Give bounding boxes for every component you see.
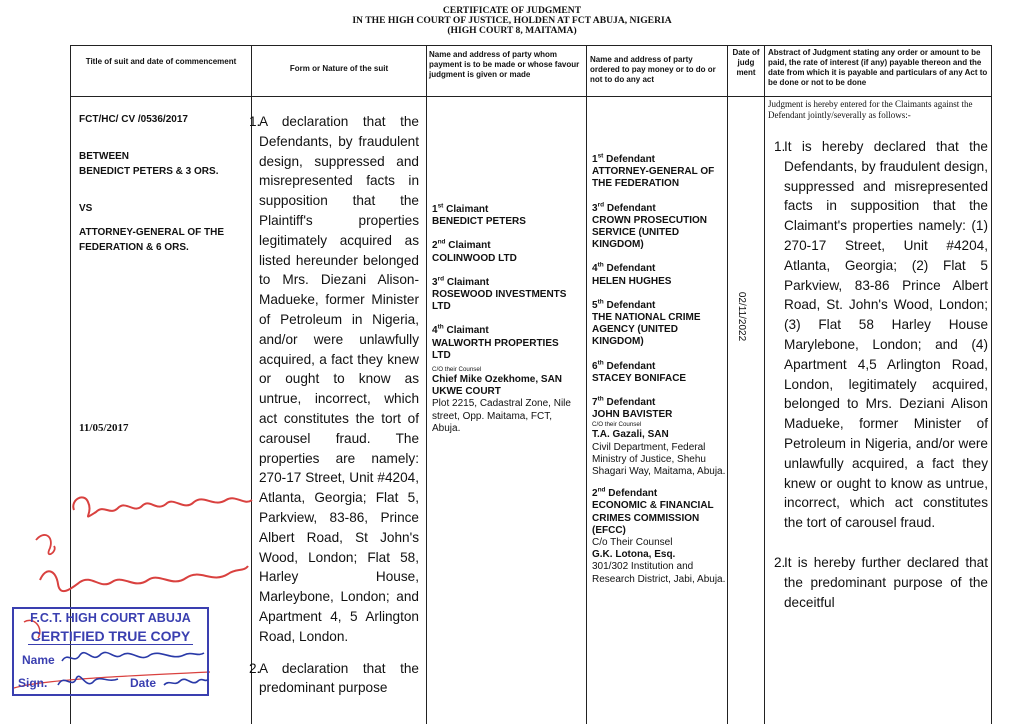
column-header-form: Form or Nature of the suit bbox=[289, 64, 389, 73]
stamp-date-handwriting bbox=[164, 679, 208, 685]
party-role: Defendant bbox=[606, 299, 656, 311]
commencement-date: 11/05/2017 bbox=[79, 422, 129, 434]
ordinal: 6 bbox=[592, 360, 598, 372]
court-division: (HIGH COURT 8, MAITAMA) bbox=[447, 25, 577, 36]
suit-number: FCT/HC/ CV /0536/2017 bbox=[79, 114, 188, 125]
defendant-entry: 6th Defendant STACEY BONIFACE bbox=[592, 361, 732, 385]
party-role: Claimant bbox=[446, 204, 489, 215]
stamp-court: F.C.T. HIGH COURT ABUJA bbox=[30, 611, 191, 625]
column-header-ordered: Name and address of party ordered to pay money or to do or not to do any act bbox=[590, 55, 716, 84]
defendants-short: ATTORNEY-GENERAL OF THE FEDERATION & 6 ORS. bbox=[79, 227, 225, 253]
counsel-note: C/O their Counsel bbox=[592, 421, 642, 429]
counsel-name: T.A. Gazali, SAN bbox=[592, 429, 669, 441]
claimant-name: ROSEWOOD INVESTMENTS LTD bbox=[432, 289, 567, 313]
defendant-name: THE NATIONAL CRIME AGENCY (UNITED KINGDOM) bbox=[592, 312, 701, 348]
column-header-date: Date of judg ment bbox=[732, 48, 760, 77]
nature-item-number: 1. bbox=[249, 114, 261, 129]
certified-stamp bbox=[12, 607, 209, 696]
defendant-entry: 1st Defendant ATTORNEY-GENERAL OF THE FEDERATION bbox=[592, 154, 732, 191]
ordinal: 1 bbox=[432, 204, 438, 215]
defendant-entry: 3rd Defendant CROWN PROSECUTION SERVICE (UNITED KINGDOM) bbox=[592, 203, 732, 252]
defendant-name: CROWN PROSECUTION SERVICE (UNITED KINGDOM) bbox=[592, 214, 707, 251]
column-header-abstract: Abstract of Judgment stating any order or amount to be paid, the rate of interest (if any) payable thereon and the date from which it is payable and particulars of any Act to be done or not to be done bbox=[768, 48, 988, 87]
claimant-name: BENEDICT PETERS bbox=[432, 216, 526, 228]
counsel-address: Plot 2215, Cadastral Zone, Nile street, Opp. Maitama, FCT, Abuja. bbox=[432, 398, 571, 434]
party-role: Claimant bbox=[446, 325, 489, 337]
date-handwriting bbox=[40, 566, 248, 591]
ordinal: 7 bbox=[592, 397, 598, 409]
claimant-entry: 3rd Claimant ROSEWOOD INVESTMENTS LTD bbox=[432, 277, 580, 314]
defendant-name: HELEN HUGHES bbox=[592, 275, 672, 287]
defendant-entry: 5th Defendant THE NATIONAL CRIME AGENCY (UNITED KINGDOM) bbox=[592, 300, 732, 349]
fee-handwriting bbox=[73, 497, 252, 516]
stamp-name-handwriting bbox=[62, 652, 204, 661]
ordinal: 2 bbox=[592, 488, 598, 500]
ordinal: 3 bbox=[432, 276, 438, 288]
certificate-title: CERTIFICATE OF JUDGMENT bbox=[442, 5, 582, 16]
counsel-firm: UKWE COURT bbox=[432, 386, 501, 398]
stamp-signature bbox=[14, 609, 211, 698]
defendant-entry: 2nd Defendant ECONOMIC & FINANCIAL CRIMES COMMISSION (EFCC) C/o Their Counsel G.K. Lotona, Esq. 301/302 Institution and Research District, Jabi, Abuja. bbox=[592, 488, 732, 586]
party-role: Claimant bbox=[446, 276, 490, 288]
party-role: Defendant bbox=[606, 397, 656, 409]
stamp-signature-scribble bbox=[58, 676, 118, 685]
claimant-entry: 2nd Claimant COLINWOOD LTD bbox=[432, 240, 580, 264]
party-role: Defendant bbox=[606, 154, 656, 165]
abstract-item-number: 2. bbox=[774, 554, 786, 570]
versus-label: VS bbox=[79, 203, 93, 214]
stamp-date-label: Date bbox=[130, 676, 157, 690]
party-role: Defendant bbox=[606, 263, 656, 275]
defendant-entry: 4th Defendant HELEN HUGHES bbox=[592, 263, 732, 287]
claimant-entry: 4th Claimant WALWORTH PROPERTIES LTD bbox=[432, 325, 580, 362]
party-role: Defendant bbox=[606, 202, 656, 214]
abstract-item-text: It is hereby declared that the Defendants, by fraudulent design, suppressed and misrepresented facts in supposition that the Claimant's properties namely: (1) 270-17 Street, Unit #4204, Atlanta, Georgia; (2) Flat 5 Parkview, 83-86 Prince Albert Road, St. John's Wood, London; (3) Flat 58 Harley House Marylebone, London; and (4) Apartment 4,5 Arlington Road, London, legitimately acquired, belonged to Mrs. Deziani Alison Madueke, former Minister of Petroleum in Nigeria, and/or were unlawfully acquired, a fact they knew or ought to know as untrue, incorrect, which act constitutes the tort of carousel fraud. bbox=[784, 139, 988, 531]
nature-item-text: A declaration that the predominant purpose bbox=[259, 660, 419, 696]
stamp-certified: CERTIFIED TRUE COPY bbox=[28, 628, 193, 645]
defendant-name: JOHN BAVISTER bbox=[592, 409, 673, 421]
defendant-name: ATTORNEY-GENERAL OF THE FEDERATION bbox=[592, 166, 715, 190]
defendant-entry: 7th Defendant JOHN BAVISTER C/O their Counsel T.A. Gazali, SAN Civil Department, Federal Ministry of Justice, Shehu Shagari Way, Maitama, Abuja. bbox=[592, 397, 732, 478]
stamp-sign-label: Sign. bbox=[18, 676, 48, 690]
nature-item-number: 2. bbox=[249, 660, 261, 676]
abstract-item-text: It is hereby further declared that the predominant purpose of the deceitful bbox=[784, 554, 988, 610]
abstract-lead: Judgment is hereby entered for the Claimants against the Defendant jointly/severally as follows:- bbox=[768, 99, 973, 120]
court-name: IN THE HIGH COURT OF JUSTICE, HOLDEN AT FCT ABUJA, NIGERIA bbox=[352, 15, 672, 26]
judgment-date: 02/11/2022 bbox=[736, 291, 748, 342]
ordinal: 4 bbox=[592, 263, 598, 275]
claimant-name: WALWORTH PROPERTIES LTD bbox=[432, 337, 559, 361]
claimant-name: COLINWOOD LTD bbox=[432, 252, 517, 264]
party-role: Defendant bbox=[606, 360, 656, 372]
nature-item-text: A declaration that the Defendants, by fraudulent design, suppressed and misrepresented facts in supposition that the Plaintiff's properties legitimately acquired as listed hereunder belonged to Mrs. Diezani Alison-Madueke, former Minister of Petroleum in Nigeria, and/or were unlawfully acquired, a fact they knew or ought to know as untrue, incorrect, which act constitutes the tort of carousel fraud. The properties are namely: 270-17 Street, Unit #4204, Atlanta, Georgia; Flat 5, Parkview, 83-86, Prince Albert Road, St John's Wood, London; Flat 58, Harley House, Marleybone, London; and Apartment 4, 5 Arlington Road, London. bbox=[259, 114, 419, 644]
column-header-favour: Name and address of party whom payment is to be made or whose favour judgment is given or made bbox=[429, 50, 580, 79]
party-role: Defendant bbox=[608, 488, 658, 500]
ordinal: 1 bbox=[592, 154, 598, 165]
stamp-name-label: Name bbox=[22, 653, 55, 667]
ordinal: 2 bbox=[432, 240, 438, 252]
claimant-entry: 1st Claimant BENEDICT PETERS bbox=[432, 204, 580, 228]
between-label: BETWEEN bbox=[79, 151, 129, 162]
defendant-name: ECONOMIC & FINANCIAL CRIMES COMMISSION (EFCC) bbox=[592, 500, 714, 536]
counsel-note: C/O their Counsel bbox=[432, 366, 482, 374]
ordinal: 3 bbox=[592, 202, 598, 214]
claimants-short: BENEDICT PETERS & 3 ORS. bbox=[79, 166, 219, 177]
party-role: Claimant bbox=[448, 240, 491, 252]
ordinal: 5 bbox=[592, 299, 598, 311]
counsel-address: 301/302 Institution and Research District, Jabi, Abuja. bbox=[592, 561, 726, 585]
defendant-name: STACEY BONIFACE bbox=[592, 372, 687, 384]
ordinal: 4 bbox=[432, 325, 438, 337]
counsel-name: G.K. Lotona, Esq. bbox=[592, 549, 676, 561]
abstract-item-number: 1. bbox=[774, 139, 786, 154]
column-header-title: Title of suit and date of commencement bbox=[85, 57, 237, 66]
counsel-note: C/o Their Counsel bbox=[592, 537, 673, 549]
counsel-name: Chief Mike Ozekhome, SAN bbox=[432, 374, 563, 386]
pen-mark bbox=[36, 535, 55, 554]
counsel-address: Civil Department, Federal Ministry of Justice, Shehu Shagari Way, Maitama, Abuja. bbox=[592, 441, 726, 478]
